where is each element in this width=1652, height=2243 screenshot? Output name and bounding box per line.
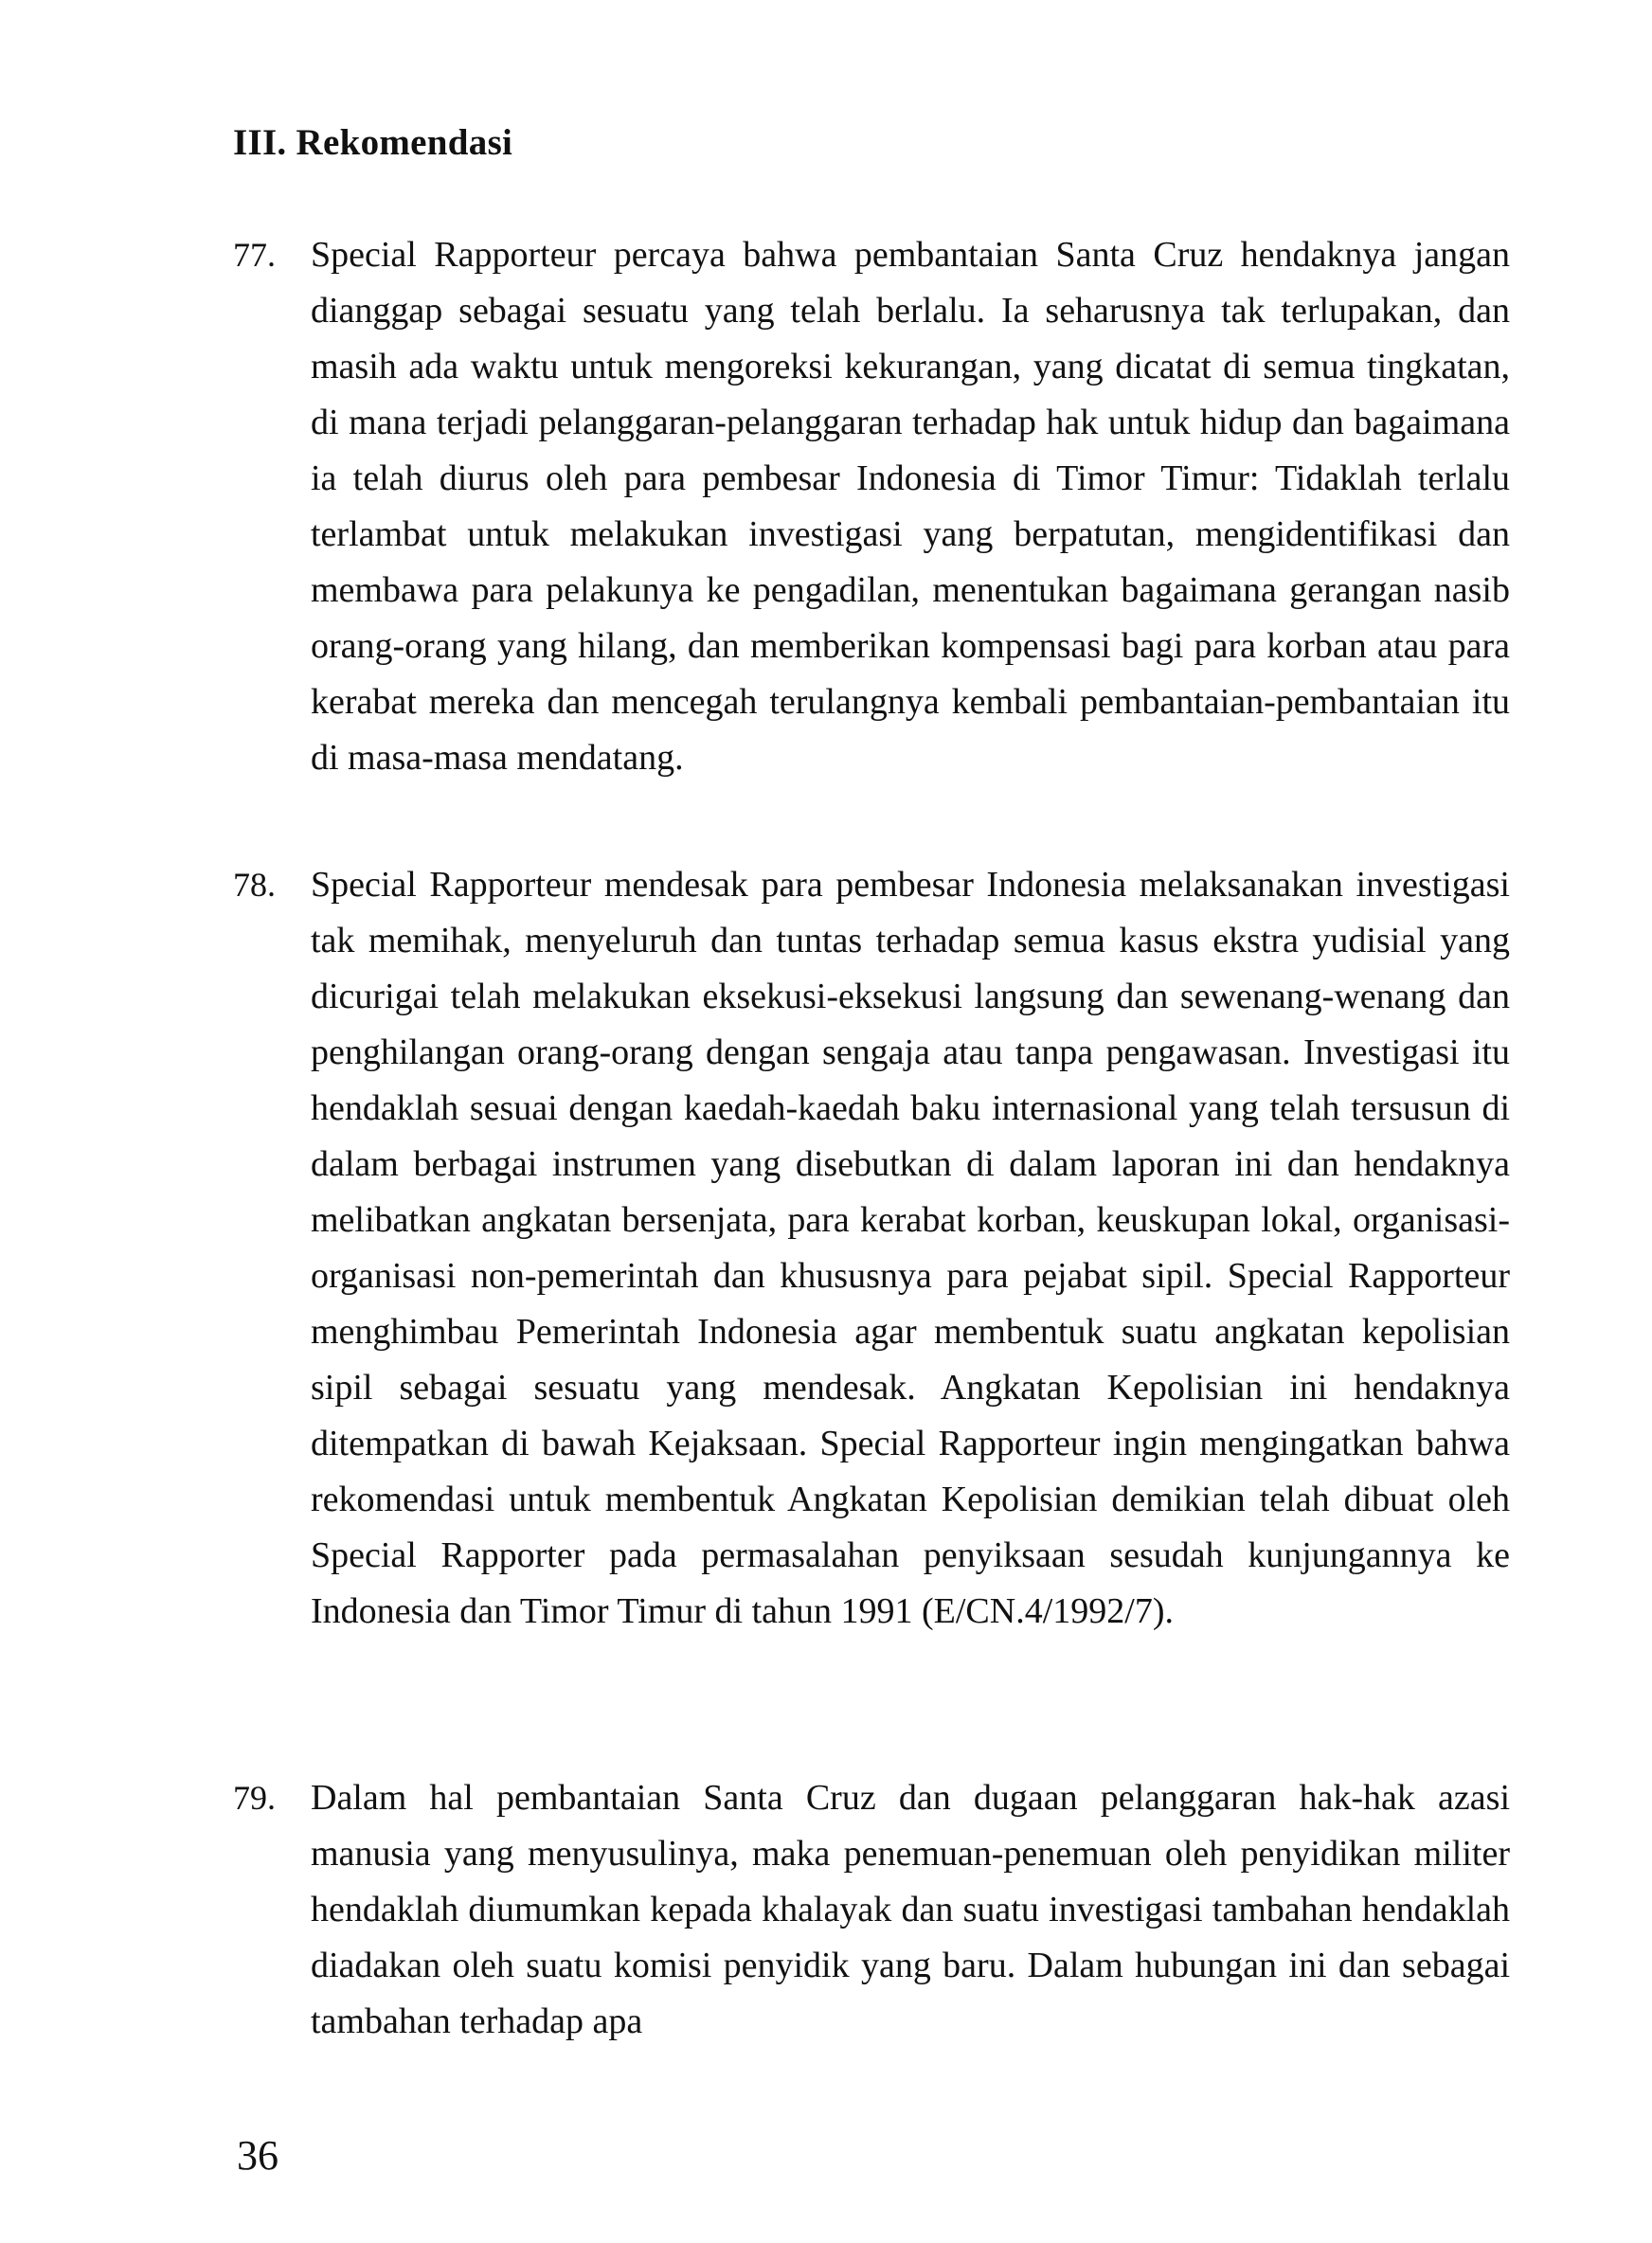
page-number: 36 xyxy=(237,2132,278,2179)
section-heading: III. Rekomendasi xyxy=(233,122,513,163)
paragraph-number: 78. xyxy=(233,866,276,904)
paragraph-78 xyxy=(233,857,1510,1640)
paragraph-77 xyxy=(233,227,1510,786)
paragraph-text: Dalam hal pembantaian Santa Cruz dan dugaan pelanggaran hak-hak azasi manusia yang menyusulinya, maka penemuan-penemuan oleh penyidikan militer hendaklah diumumkan kepada khalayak dan suatu investigasi tambahan hendaklah diadakan oleh suatu komisi penyidik yang baru. Dalam hubungan ini dan sebagai tambahan terhadap apa xyxy=(311,1778,1510,2041)
paragraph-text: Special Rapporteur percaya bahwa pembantaian Santa Cruz hendaknya jangan dianggap sebagai sesuatu yang telah berlalu. Ia seharusnya tak terlupakan, dan masih ada waktu untuk mengoreksi kekurangan, yang dicatat di semua tingkatan, di mana terjadi pelanggaran-pelanggaran terhadap hak untuk hidup dan bagaimana ia telah diurus oleh para pembesar Indonesia di Timor Timur: Tidaklah terlalu terlambat untuk melakukan investigasi yang berpatutan, mengidentifikasi dan membawa para pelakunya ke pengadilan, menentukan bagaimana gerangan nasib orang-orang yang hilang, dan memberikan kompensasi bagi para korban atau para kerabat mereka dan mencegah terulangnya kembali pembantaian-pembantaian itu di masa-masa mendatang. xyxy=(311,235,1510,778)
paragraph-number: 77. xyxy=(233,236,276,274)
paragraph-79 xyxy=(233,1770,1510,2050)
paragraph-text: Special Rapporteur mendesak para pembesar Indonesia melaksanakan investigasi tak memihak, menyeluruh dan tuntas terhadap semua kasus ekstra yudisial yang dicurigai telah melakukan eksekusi-eksekusi langsung dan sewenang-wenang dan penghilangan orang-orang dengan sengaja atau tanpa pengawasan. Investigasi itu hendaklah sesuai dengan kaedah-kaedah baku internasional yang telah tersusun di dalam berbagai instrumen yang disebutkan di dalam laporan ini dan hendaknya melibatkan angkatan bersenjata, para kerabat korban, keuskupan lokal, organisasi-organisasi non-pemerintah dan khususnya para pejabat sipil. Special Rapporteur menghimbau Pemerintah Indonesia agar membentuk suatu angkatan kepolisian sipil sebagai sesuatu yang mendesak. Angkatan Kepolisian ini hendaknya ditempatkan di bawah Kejaksaan. Special Rapporteur ingin mengingatkan bahwa rekomendasi untuk membentuk Angkatan Kepolisian demikian telah dibuat oleh Special Rapporter pada permasalahan penyiksaan sesudah kunjungannya ke Indonesia dan Timor Timur di tahun 1991 (E/CN.4/1992/7). xyxy=(311,865,1510,1631)
paragraph-number: 79. xyxy=(233,1779,276,1817)
